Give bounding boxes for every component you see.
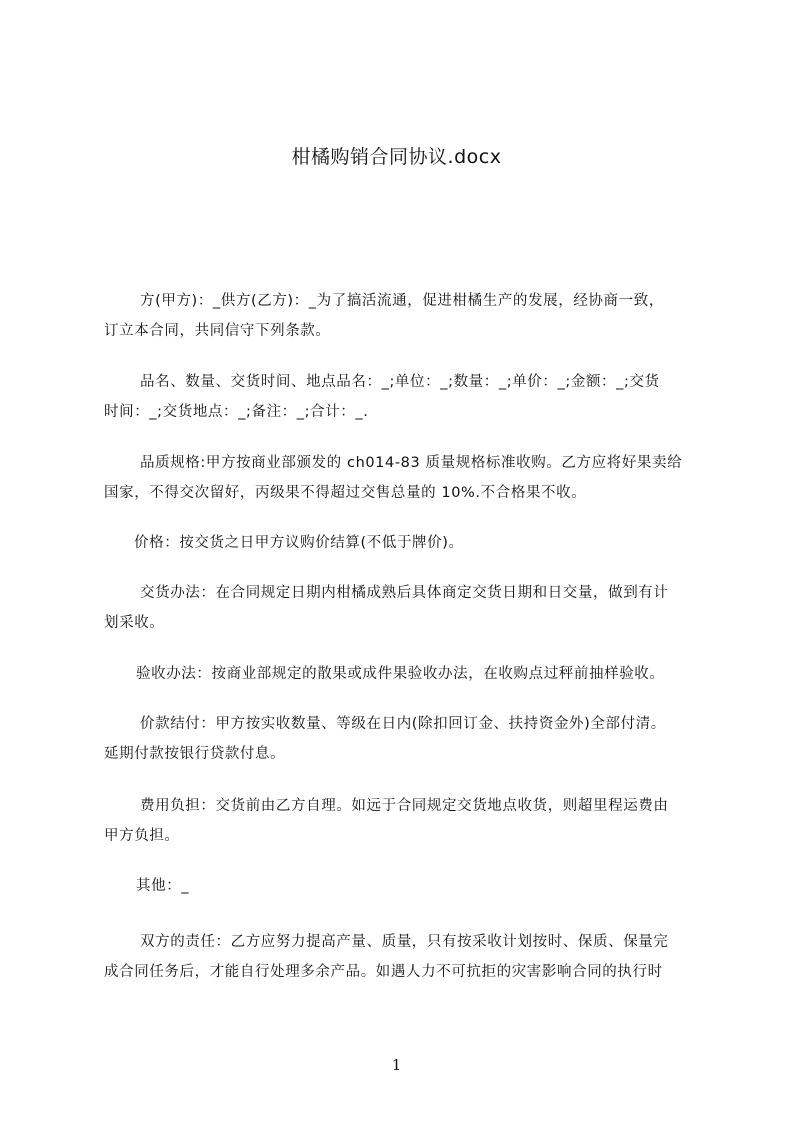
paragraph-expenses [104,791,704,851]
paragraph-payment-settlement [104,709,704,769]
paragraph-line: 划采收。 [104,615,165,631]
paragraph-price [104,528,704,558]
paragraph-line: 品质规格:甲方按商业部颁发的 ch014-83 质量规格标准收购。乙方应将好果卖给 [140,455,683,471]
paragraph-line: 价款结付：甲方按实收数量、等级在日内(除扣回订金、扶持资金外)全部付清。 [140,716,666,732]
paragraph-line: 其他：_ [136,878,190,894]
paragraph-line: 方(甲方)：_供方(乙方)：_为了搞活流通，促进柑橘生产的发展，经协商一致， [140,293,664,309]
paragraph-quality-spec [104,448,704,508]
paragraph-line: 国家，不得交次留好，丙级果不得超过交售总量的 10%.不合格果不收。 [104,485,587,501]
paragraph-line: 延期付款按银行贷款付息。 [104,746,286,762]
page-number: 1 [391,1056,402,1074]
paragraph-line: 价格：按交货之日甲方议购价结算(不低于牌价)。 [134,535,464,551]
paragraph-line: 费用负担：交货前由乙方自理。如远于合同规定交货地点收货，则超里程运费由 [140,798,669,814]
paragraph-line: 双方的责任：乙方应努力提高产量、质量，只有按采收计划按时、保质、保量完 [140,934,669,950]
paragraph-line: 成合同任务后，才能自行处理多余产品。如遇人力不可抗拒的灾害影响合同的执行时 [104,964,663,980]
paragraph-other [104,871,704,901]
paragraph-line: 订立本合同，共同信守下列条款。 [104,323,331,339]
paragraph-delivery-method [104,578,704,638]
paragraph-acceptance-method [104,659,704,689]
paragraph-line: 品名、数量、交货时间、地点品名：_;单位：_;数量：_;单价：_;金额：_;交货 [140,374,660,390]
document-title: 柑橘购销合同协议.docx [291,146,502,168]
paragraph-product-info [104,367,704,427]
paragraph-responsibilities [104,927,704,987]
paragraph-preamble [104,286,704,346]
paragraph-line: 交货办法：在合同规定日期内柑橘成熟后具体商定交货日期和日交量，做到有计 [140,585,669,601]
paragraph-line: 甲方负担。 [104,828,180,844]
paragraph-line: 验收办法：按商业部规定的散果或成件果验收办法，在收购点过秤前抽样验收。 [136,666,665,682]
paragraph-line: 时间：_;交货地点：_;备注：_;合计：_. [104,404,369,420]
